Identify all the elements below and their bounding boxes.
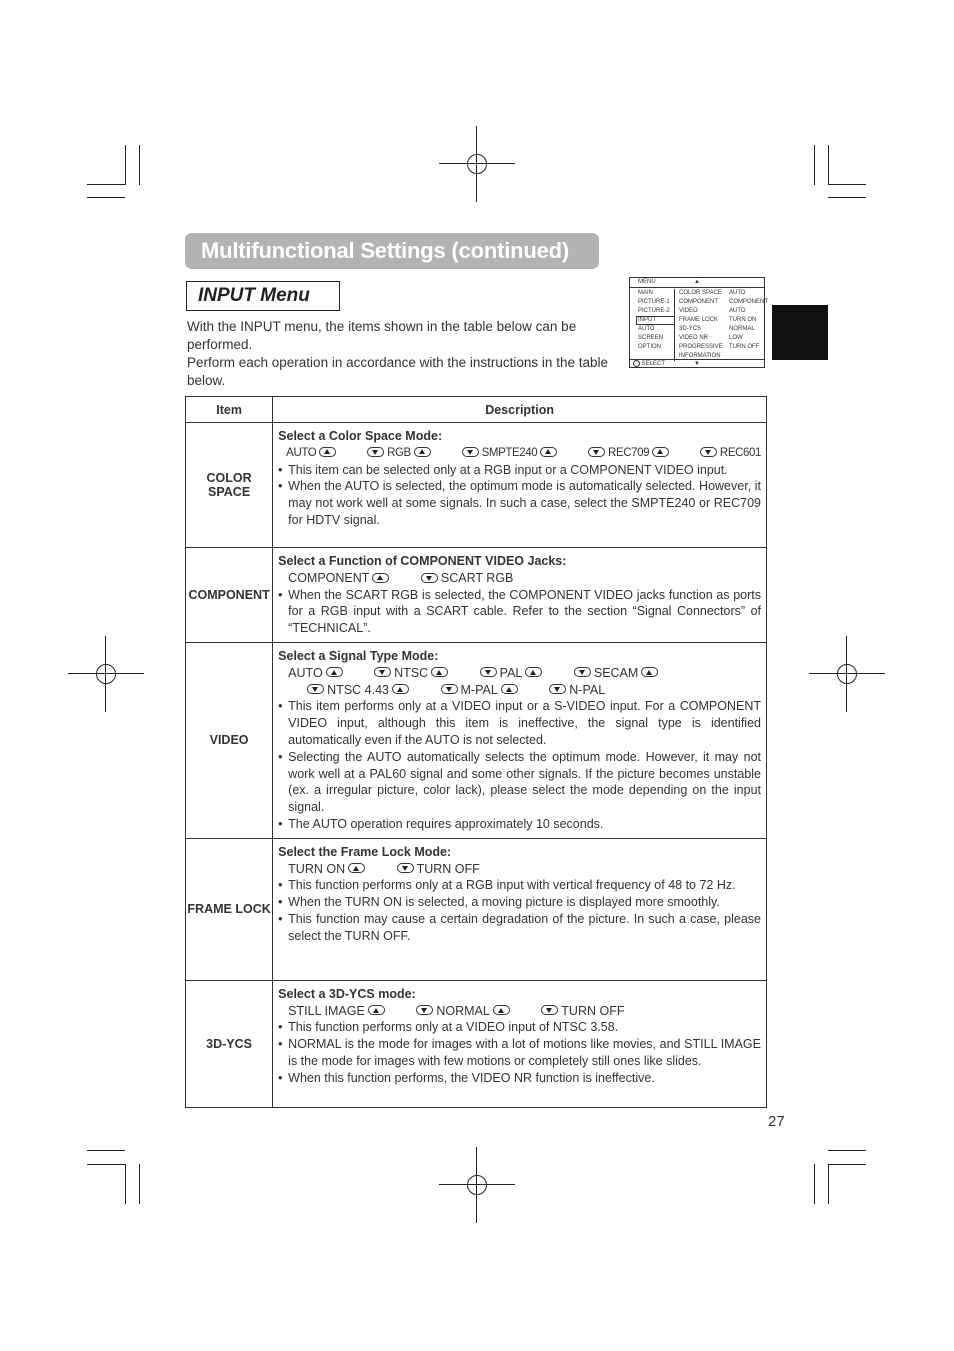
option-label: TURN ON [288, 861, 346, 876]
option-sequence [278, 1003, 761, 1020]
option-sequence [278, 682, 761, 699]
description-cell [273, 838, 767, 980]
osd-main-item: SCREEN [638, 335, 664, 341]
up-button-icon [540, 447, 557, 457]
option-label: STILL IMAGE [288, 1003, 365, 1018]
joystick-icon [633, 360, 640, 367]
registration-mark-top [439, 126, 515, 202]
option-sequence [278, 570, 761, 587]
table-row [186, 423, 767, 548]
option-label: SMPTE240 [481, 446, 538, 459]
intro-paragraph: Perform each operation in accordance with the instructions in the table below. [187, 355, 608, 388]
osd-sub-item: VIDEO NR [679, 335, 709, 341]
osd-value: NORMAL [729, 326, 755, 332]
osd-sub-item: 3D-YCS [679, 326, 702, 332]
osd-main-item: PICTURE-2 [638, 308, 670, 314]
osd-menu-footer [630, 359, 764, 367]
down-button-icon [421, 573, 438, 583]
chapter-tab [772, 305, 828, 360]
bullet-item: • When the TURN ON is selected, a moving picture is displayed more smoothly. [278, 894, 761, 911]
osd-sub-item: COMPONENT [679, 299, 718, 305]
osd-value: COMPONENT [729, 299, 768, 305]
osd-value: AUTO [729, 308, 746, 314]
osd-sub-items [674, 289, 729, 361]
item-frame-lock: FRAME LOCK [186, 838, 273, 980]
bullet-item: • This function may cause a certain degradation of the picture. In such a case, please select the TURN OFF. [278, 911, 761, 945]
up-button-icon [431, 667, 448, 677]
intro-paragraph: With the INPUT menu, the items shown in the table below can be performed. [187, 319, 577, 352]
down-button-icon [574, 667, 591, 677]
down-button-icon [374, 667, 391, 677]
table-row [186, 548, 767, 643]
option-label: TURN OFF [561, 1003, 625, 1018]
osd-select-label: SELECT [641, 361, 666, 368]
up-button-icon [501, 684, 518, 694]
bullet-item: • This function performs only at a RGB input with vertical frequency of 48 to 72 Hz. [278, 877, 761, 894]
up-button-icon [652, 447, 669, 457]
bullet-item: • NORMAL is the mode for images with a lot of motions like movies, and STILL IMAGE is the mode for images with few motions or completely still ones like slides. [278, 1036, 761, 1070]
up-button-icon [525, 667, 542, 677]
up-button-icon [348, 863, 365, 873]
osd-sub-item: COLOR SPACE [679, 290, 722, 296]
description-cell [273, 642, 767, 838]
item-video: VIDEO [186, 642, 273, 838]
description-title: Select a Signal Type Mode: [278, 648, 439, 663]
item-color-space: COLOR SPACE [186, 423, 273, 548]
up-button-icon [641, 667, 658, 677]
osd-menu-label: MENU [638, 279, 656, 285]
osd-main-item: MAIN [638, 290, 653, 296]
osd-main-item: OPTION [638, 344, 662, 350]
item-component: COMPONENT [186, 548, 273, 643]
bullet-item: • The AUTO operation requires approximately 10 seconds. [278, 816, 761, 833]
registration-mark-right [809, 636, 885, 712]
bullet-item: • Selecting the AUTO automatically selects the optimum mode. However, it may not work well at a PAL60 signal and some other signals. If the picture becomes unstable (ex. a irregular picture, color lack), please select the mode depending on the input signal. [278, 749, 761, 816]
bullet-item: • This item can be selected only at a RGB input or a COMPONENT VIDEO input. [278, 462, 761, 479]
description-title: Select a 3D-YCS mode: [278, 986, 416, 1001]
up-button-icon [414, 447, 431, 457]
down-button-icon [307, 684, 324, 694]
option-label: NTSC 4.43 [327, 682, 390, 697]
description-title: Select a Function of COMPONENT VIDEO Jacks: [278, 554, 567, 568]
intro-text [187, 318, 617, 390]
bullet-item: • When this function performs, the VIDEO NR function is ineffective. [278, 1070, 761, 1087]
down-button-icon [441, 684, 458, 694]
option-label: TURN OFF [416, 861, 480, 876]
option-label: REC601 [719, 446, 761, 459]
down-button-icon [397, 863, 414, 873]
osd-value: AUTO [729, 290, 746, 296]
table-header-row [186, 397, 767, 423]
up-button-icon [493, 1005, 510, 1015]
option-label: RGB [387, 446, 411, 459]
down-button-icon [700, 447, 717, 457]
section-title: INPUT Menu [186, 281, 340, 311]
up-button-icon [392, 684, 409, 694]
osd-main-item: AUTO [638, 326, 655, 332]
option-label: M-PAL [460, 682, 498, 697]
bullet-item: • This item performs only at a VIDEO input or a S-VIDEO input. For a COMPONENT VIDEO input, although this item is ineffective, the signal type is identified automatically even if the AUTO is not selected. [278, 698, 761, 748]
option-label: SECAM [593, 665, 639, 680]
input-menu-table [185, 396, 767, 1108]
osd-main-items [638, 289, 676, 352]
osd-sub-item: FRAME LOCK [679, 317, 719, 323]
description-cell [273, 980, 767, 1107]
table-row [186, 980, 767, 1107]
option-label: NTSC [394, 665, 429, 680]
option-label: AUTO [286, 446, 317, 459]
osd-sub-item: VIDEO [679, 308, 698, 314]
up-button-icon [319, 447, 336, 457]
osd-value: LOW [729, 335, 743, 341]
down-arrow-icon: ▼ [694, 361, 700, 367]
description-cell [273, 423, 767, 548]
down-button-icon [416, 1005, 433, 1015]
down-button-icon [480, 667, 497, 677]
up-button-icon [372, 573, 389, 583]
page-title: Multifunctional Settings (continued) [185, 233, 599, 269]
option-label: REC709 [608, 446, 650, 459]
column-header-item: Item [186, 397, 273, 423]
osd-sub-item: PROGRESSIVE [679, 344, 723, 350]
osd-menu-illustration [629, 277, 768, 368]
osd-menu-header [630, 278, 764, 288]
option-label: N-PAL [569, 682, 606, 697]
table-row [186, 642, 767, 838]
page-number: 27 [768, 1113, 785, 1130]
option-sequence [278, 665, 761, 682]
option-label: AUTO [288, 665, 323, 680]
option-label: SCART RGB [440, 570, 514, 585]
description-title: Select a Color Space Mode: [278, 429, 443, 443]
registration-mark-bottom [439, 1147, 515, 1223]
osd-value: TURN ON [729, 317, 757, 323]
column-header-description: Description [273, 397, 767, 423]
down-button-icon [588, 447, 605, 457]
down-button-icon [549, 684, 566, 694]
osd-values [729, 289, 768, 352]
down-button-icon [541, 1005, 558, 1015]
osd-value: TURN OFF [729, 344, 760, 350]
option-label: NORMAL [436, 1003, 490, 1018]
table-row [186, 838, 767, 980]
description-title: Select the Frame Lock Mode: [278, 844, 452, 859]
up-button-icon [326, 667, 343, 677]
bullet-item: • When the SCART RGB is selected, the COMPONENT VIDEO jacks function as ports for a RGB input with a SCART cable. Refer to the section “Signal Connectors” of “TECHNICAL”. [278, 587, 761, 637]
osd-main-item-selected: INPUT [636, 316, 675, 325]
osd-sub-item: INFORMATION [679, 353, 721, 359]
description-cell [273, 548, 767, 643]
down-button-icon [367, 447, 384, 457]
registration-mark-left [68, 636, 144, 712]
osd-main-item: PICTURE-1 [638, 299, 670, 305]
option-sequence [278, 445, 761, 462]
down-button-icon [462, 447, 479, 457]
option-label: COMPONENT [288, 570, 370, 585]
up-button-icon [368, 1005, 385, 1015]
option-sequence [278, 861, 761, 878]
bullet-item: • This function performs only at a VIDEO input of NTSC 3.58. [278, 1019, 761, 1036]
up-arrow-icon: ▲ [694, 279, 700, 285]
bullet-item: • When the AUTO is selected, the optimum mode is automatically selected. However, it may not work well at some signals. In such a case, select the SMPTE240 or REC709 for HDTV signal. [278, 478, 761, 528]
option-label: PAL [499, 665, 523, 680]
item-3d-ycs: 3D-YCS [186, 980, 273, 1107]
